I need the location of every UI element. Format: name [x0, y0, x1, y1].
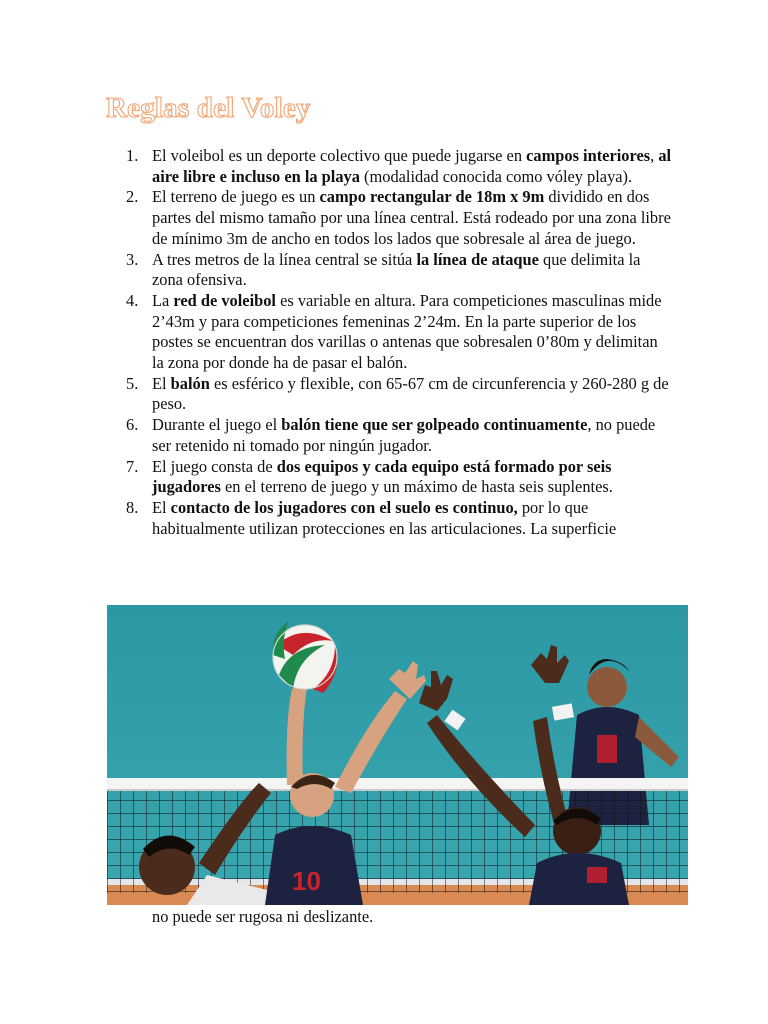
rule-item [0, 187, 672, 249]
rule-number: 6. [126, 415, 139, 435]
rule-bold-text: campos interiores [526, 146, 651, 165]
rule-number: 3. [126, 249, 139, 269]
rule-item [0, 498, 672, 539]
rule-text: Durante el juego el [152, 415, 282, 435]
rule-number: 1. [126, 146, 139, 165]
rule-bold-text: campo rectangular de 18m x 9m [319, 187, 545, 207]
rule-text: dividido en dos partes del mismo tamaño por una línea central. Está rodeado por una zona libre de mínimo 3m de ancho en todos los lados que sobresale al área de juego. [152, 187, 671, 248]
rule-text: por lo que habitualmente utilizan protecciones en las articulaciones. La superficie [152, 497, 617, 538]
rule-text: El [152, 497, 171, 517]
page-title: Reglas del Voley [106, 92, 311, 124]
rule-item [0, 250, 672, 291]
rule-text: en el terreno de juego y un máximo de hasta seis suplentes. [220, 477, 613, 497]
rule-item [0, 415, 672, 456]
rule-text: que delimita la zona ofensiva. [152, 249, 641, 290]
rule-bold-text: la línea de ataque [416, 249, 539, 269]
rule-number: 8. [126, 497, 139, 517]
svg-text:10: 10 [292, 866, 321, 896]
rule-text: El [152, 373, 171, 393]
rule-number: 7. [126, 456, 139, 476]
rule-text: A tres metros de la línea central se sitúa [152, 249, 417, 269]
rule-number: 2. [126, 187, 139, 207]
rule-bold-text: al aire libre e incluso en la playa [152, 146, 672, 186]
rule-item [0, 291, 672, 374]
rule-bold-text: contacto de los jugadores con el suelo es continuo, [170, 497, 518, 517]
rule-text: es variable en altura. Para competiciones masculinas mide 2’43m y para competiciones femeninas 2’24m. En la parte superior de los postes se encuentran dos varillas o antenas que sobresalen 0’80m y delimitan la zona por donde ha de pasar el balón. [152, 290, 662, 373]
rule-text: La [152, 290, 174, 310]
rule-text: , no puede ser retenido ni tomado por ningún jugador. [152, 415, 656, 455]
rule-item [0, 457, 672, 498]
rule-text: El voleibol es un deporte colectivo que puede jugarse en [152, 146, 527, 165]
rule-number: 5. [126, 373, 139, 393]
rule-number: 4. [126, 290, 139, 310]
rule-bold-text: dos equipos y cada equipo está formado por seis jugadores [152, 456, 612, 497]
rule-item [0, 374, 672, 415]
volleyball-photo [107, 605, 688, 905]
rule-bold-text: red de voleibol [173, 290, 276, 310]
rule-text: El juego consta de [152, 456, 277, 476]
rule-text: (modalidad conocida como vóley playa). [359, 166, 633, 186]
rule-item [0, 146, 672, 187]
continuation-text: no puede ser rugosa ni deslizante. [152, 907, 374, 926]
rule-bold-text: balón tiene que ser golpeado continuamente [281, 415, 588, 435]
rule-text: es esférico y flexible, con 65-67 cm de circunferencia y 260-280 g de peso. [152, 373, 669, 414]
rule-text: , [650, 146, 659, 165]
rule-text: El terreno de juego es un [152, 187, 320, 207]
rules-list [0, 146, 768, 539]
rule-bold-text: balón [170, 373, 210, 393]
